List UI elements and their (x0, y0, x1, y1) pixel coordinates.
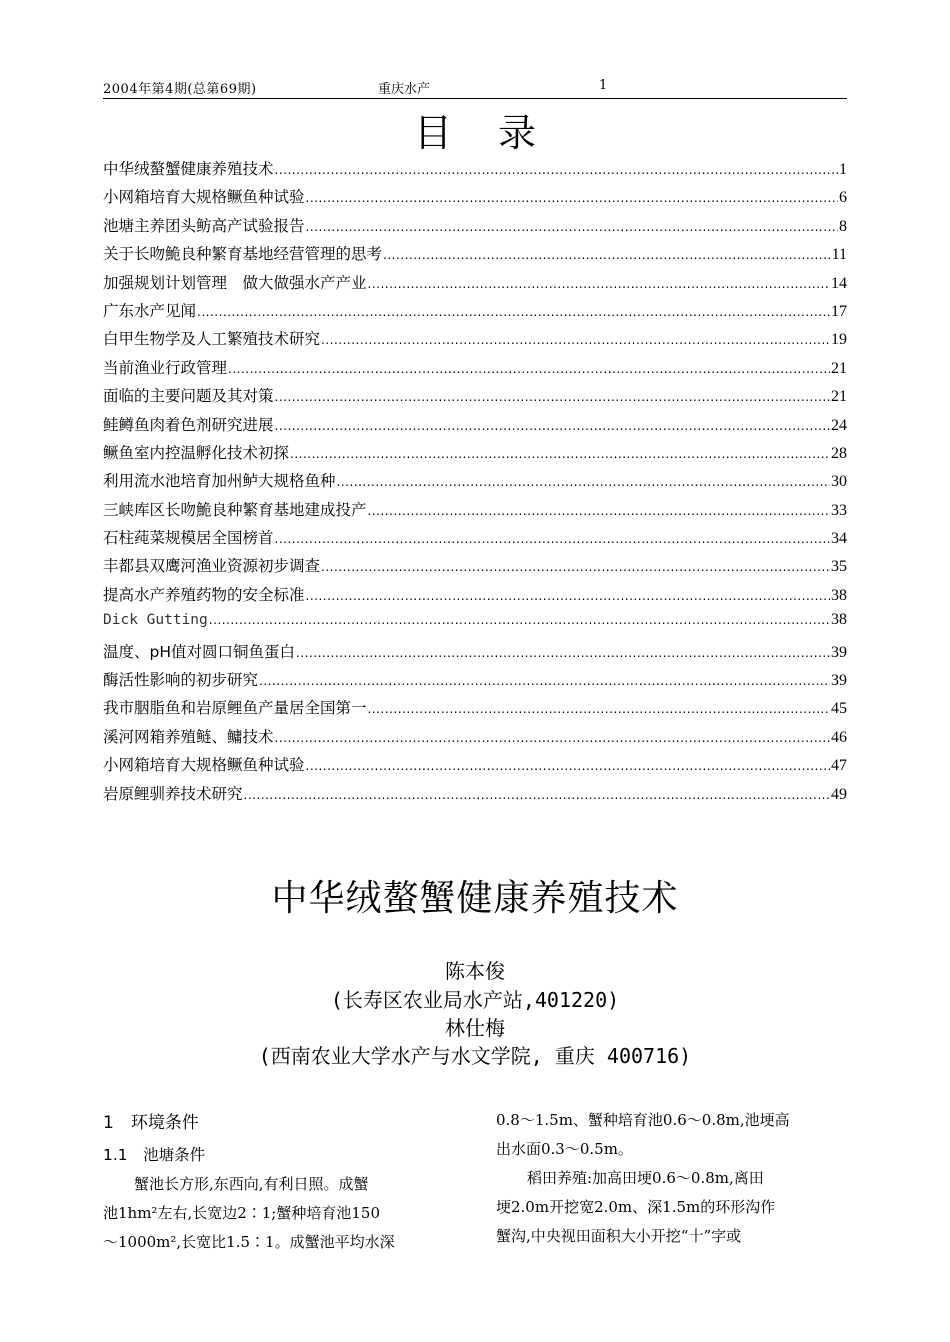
toc-entry-title: 利用流水池培育加州鲈大规格鱼种 (103, 472, 336, 491)
running-header (103, 76, 847, 99)
toc-dot-leader (321, 560, 830, 574)
toc-dot-leader (306, 589, 830, 603)
toc-entry[interactable] (103, 469, 847, 497)
affiliation-1: (长寿区农业局水产站,401220) (330, 988, 620, 1012)
toc-entry-page: 24 (831, 416, 847, 434)
toc-entry-title: 岩原鲤驯养技术研究 (103, 784, 243, 803)
toc-entry[interactable] (103, 611, 847, 639)
toc-entry-title: Dick Gutting (103, 612, 208, 629)
toc-entry-title: 池塘主养团头鲂高产试验报告 (103, 216, 305, 235)
toc-entry[interactable] (103, 356, 847, 384)
toc-entry-page: 1 (839, 161, 847, 178)
toc-entry[interactable] (103, 185, 847, 213)
toc-entry-page: 46 (831, 728, 847, 746)
toc-entry[interactable] (103, 696, 847, 724)
toc-entry-title: 小网箱培育大规格鳜鱼种试验 (103, 756, 305, 775)
toc-entry[interactable] (103, 583, 847, 611)
toc-dot-leader (321, 333, 830, 347)
toc-entry[interactable] (103, 299, 847, 327)
body-paragraph (103, 1170, 455, 1257)
toc-entry-page: 11 (831, 246, 847, 264)
toc-entry-title: 鳜鱼室内控温孵化技术初探 (103, 443, 290, 462)
toc-entry-page: 39 (831, 643, 847, 661)
toc-entry-title: 加强规划计划管理 做大做强水产产业 (103, 273, 367, 292)
toc-entry-page: 47 (831, 757, 847, 775)
toc-entry-title: 面临的主要问题及其对策 (103, 387, 274, 406)
toc-entry-title: 鲑鳟鱼肉着色剂研究进展 (103, 415, 274, 434)
toc-entry-page: 34 (831, 530, 847, 548)
toc-dot-leader (275, 532, 830, 546)
toc-entry[interactable] (103, 640, 847, 668)
table-of-contents (103, 157, 847, 810)
toc-dot-leader (337, 475, 830, 489)
toc-entry-title: 白甲生物学及人工繁殖技术研究 (103, 330, 321, 349)
toc-dot-leader (290, 447, 830, 461)
toc-entry-page: 49 (831, 785, 847, 803)
toc-entry[interactable] (103, 526, 847, 554)
toc-entry-page: 33 (831, 501, 847, 519)
right-column (496, 1106, 848, 1251)
toc-entry-page: 6 (839, 189, 847, 207)
toc-entry[interactable] (103, 271, 847, 299)
toc-dot-leader (368, 702, 830, 716)
toc-entry-title: 石柱莼菜规模居全国榜首 (103, 529, 274, 548)
toc-entry-title: 中华绒螯蟹健康养殖技术 (103, 160, 274, 178)
toc-entry-title: 小网箱培育大规格鳜鱼种试验 (103, 188, 305, 207)
toc-entry[interactable] (103, 753, 847, 781)
toc-entry[interactable] (103, 413, 847, 441)
left-column (103, 1106, 455, 1257)
author-1: 陈本俊 (445, 959, 505, 983)
toc-dot-leader (197, 305, 830, 319)
toc-entry[interactable] (103, 214, 847, 242)
subsection-heading: 1.1 池塘条件 (103, 1146, 206, 1164)
toc-entry-title: 我市胭脂鱼和岩原鲤鱼产量居全国第一 (103, 699, 367, 718)
toc-dot-leader (275, 419, 830, 433)
toc-entry-page: 30 (831, 473, 847, 491)
toc-entry-title: 关于长吻鮠良种繁育基地经营管理的思考 (103, 245, 383, 264)
text-line: 蟹沟,中央视田面积大小开挖“十”字或 (496, 1227, 742, 1245)
text-line: 0.8～1.5m、蟹种培育池0.6～0.8m,池埂高 (496, 1111, 790, 1129)
toc-title: 目录 (413, 111, 582, 155)
text-line: 出水面0.3～0.5m。 (496, 1140, 633, 1158)
toc-entry[interactable] (103, 782, 847, 810)
toc-dot-leader (244, 788, 830, 802)
toc-dot-leader (368, 277, 830, 291)
toc-entry-page: 21 (831, 359, 847, 377)
toc-dot-leader (306, 220, 838, 234)
text-line: 蟹池长方形,东西向,有利日照。成蟹 (134, 1175, 369, 1193)
toc-dot-leader (368, 504, 830, 518)
toc-entry-page: 38 (831, 586, 847, 604)
issue-info: 2004年第4期(总第69期) (103, 82, 257, 97)
header-page-number: 1 (599, 78, 608, 93)
toc-dot-leader (228, 362, 830, 376)
toc-entry[interactable] (103, 498, 847, 526)
toc-entry-title: 溪河网箱养殖鲢、鳙技术 (103, 727, 274, 746)
toc-entry-title: 丰都县双鹰河渔业资源初步调查 (103, 557, 321, 576)
article-title: 中华绒螯蟹健康养殖技术 (271, 878, 679, 919)
toc-entry-page: 28 (831, 444, 847, 462)
text-line: ～1000m²,长宽比1.5∶1。成蟹池平均水深 (103, 1233, 395, 1251)
toc-entry-page: 8 (839, 217, 847, 235)
toc-dot-leader (306, 759, 830, 773)
toc-dot-leader (275, 390, 830, 404)
toc-entry[interactable] (103, 242, 847, 270)
toc-entry-page: 35 (831, 558, 847, 576)
toc-entry-page: 39 (831, 672, 847, 690)
text-line: 稻田养殖:加高田埂0.6～0.8m,离田 (527, 1169, 764, 1187)
toc-entry-page: 17 (831, 302, 847, 320)
toc-entry-page: 45 (831, 700, 847, 718)
affiliation-2: (西南农业大学水产与水文学院, 重庆 400716) (258, 1044, 692, 1068)
toc-entry[interactable] (103, 327, 847, 355)
toc-entry[interactable] (103, 725, 847, 753)
toc-dot-leader (383, 248, 831, 262)
toc-entry[interactable] (103, 441, 847, 469)
toc-dot-leader (275, 731, 830, 745)
toc-entry-page: 38 (831, 611, 847, 629)
toc-dot-leader (259, 674, 830, 688)
toc-entry-page: 21 (831, 388, 847, 406)
journal-name: 重庆水产 (378, 82, 431, 97)
toc-entry[interactable] (103, 554, 847, 582)
toc-entry-page: 14 (831, 274, 847, 292)
text-line: 埂2.0m开挖宽2.0m、深1.5m的环形沟作 (496, 1198, 776, 1216)
toc-entry-title: 温度、pH值对圆口铜鱼蛋白 (103, 642, 295, 661)
toc-entry-title: 广东水产见闻 (103, 301, 197, 320)
toc-entry-title: 当前渔业行政管理 (103, 358, 228, 377)
toc-entry-title: 三峡库区长吻鮠良种繁育基地建成投产 (103, 500, 367, 519)
toc-entry-title: 提高水产养殖药物的安全标准 (103, 585, 305, 604)
author-2: 林仕梅 (445, 1016, 505, 1040)
toc-dot-leader (209, 613, 830, 627)
toc-entry-title: 酶活性影响的初步研究 (103, 671, 259, 690)
body-paragraph (496, 1164, 848, 1251)
toc-dot-leader (306, 191, 838, 205)
toc-dot-leader (275, 163, 838, 177)
toc-entry[interactable] (103, 157, 847, 185)
toc-dot-leader (296, 646, 830, 660)
toc-entry-page: 19 (831, 331, 847, 349)
body-paragraph (496, 1106, 848, 1164)
toc-entry[interactable] (103, 668, 847, 696)
toc-entry[interactable] (103, 384, 847, 412)
text-line: 池1hm²左右,长宽边2∶1;蟹种培育池150 (103, 1204, 380, 1222)
section-heading: 1 环境条件 (103, 1113, 199, 1133)
